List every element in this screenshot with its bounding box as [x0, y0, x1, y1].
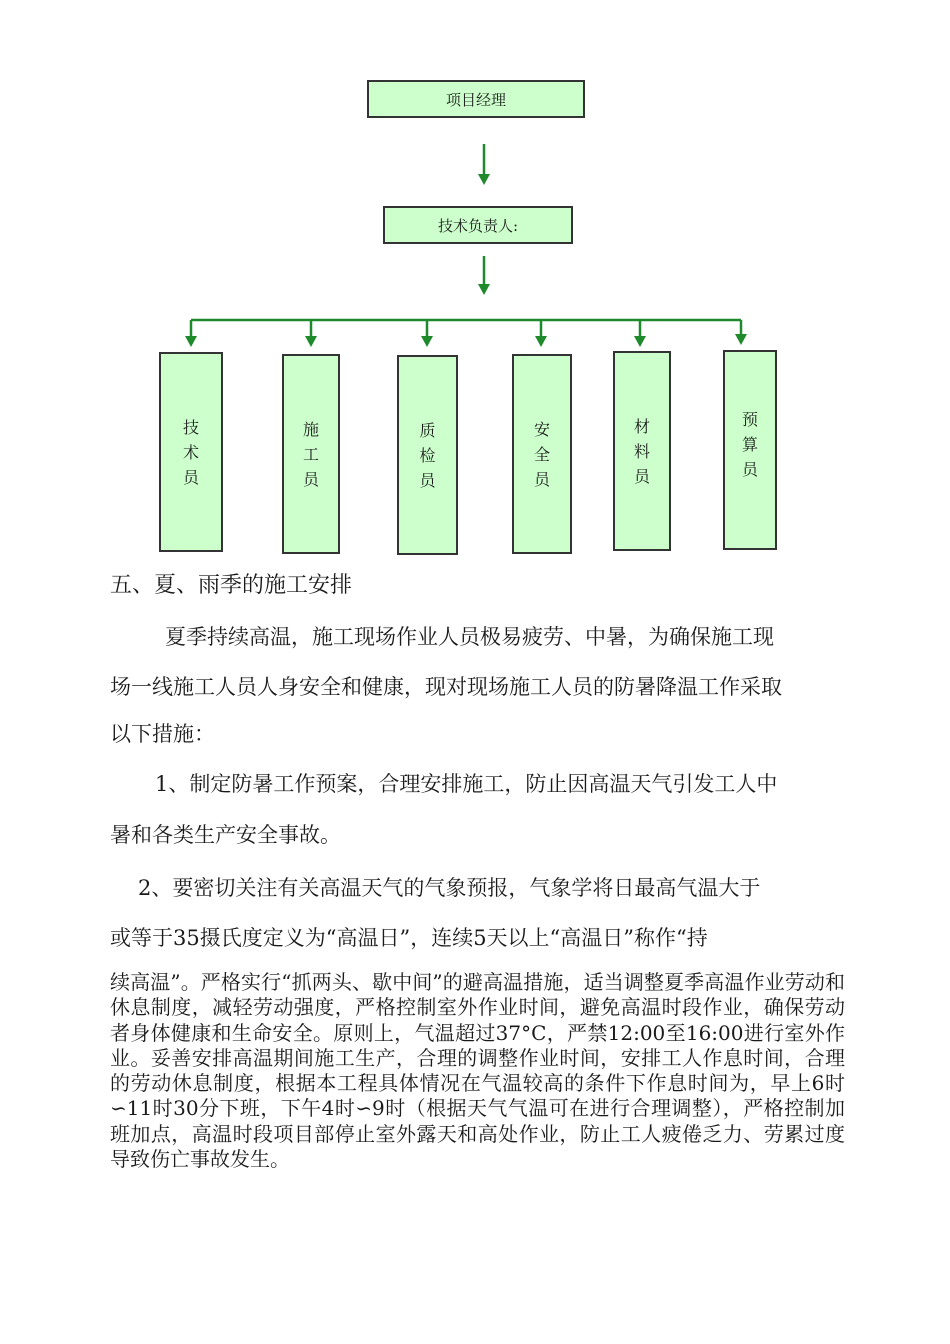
technical-lead-label: 技术负责人:: [437, 216, 519, 235]
item1-line-1: 1、制定防暑工作预案，合理安排施工，防止因高温天气引发工人中: [155, 772, 778, 796]
role-char: 材: [633, 416, 650, 436]
role-char: 员: [633, 466, 650, 486]
role-char: 算: [741, 435, 758, 454]
role-char: 预: [741, 410, 758, 429]
role-char: 施: [302, 419, 319, 439]
role-char: 术: [182, 442, 199, 462]
item2-body: 续高温”。严格实行“抓两头、歇中间”的避高温措施，适当调整夏季高温作业劳动和休息制度，减轻劳动强度，严格控制室外作业时间，避免高温时段作业，确保劳动者身体健康和生命安全。原则上，气温超过37°C，严禁12:00至16:00进行室外作业。妥善安排高温期间施工生产，合理的调整作业时间，安排工人作息时间，合理的劳动休息制度，根据本工程具体情况在气温较高的条件下作息时间为，早上6时∽11时30分下班，下午4时∽9时（根据天气气温可在进行合理调整），严格控制加班加点，高温时段项目部停止室外露天和高处作业，防止工人疲倦乏力、劳累过度导致伤亡事故发生。: [110, 970, 845, 1172]
role-char: 工: [302, 444, 319, 464]
item2-line-1: 2、要密切关注有关高温天气的气象预报，气象学将日最高气温大于: [138, 876, 761, 900]
section-heading: 五、夏、雨季的施工安排: [110, 573, 353, 598]
arrow-head: [478, 174, 490, 185]
role-char: 员: [302, 469, 319, 489]
chart-connectors: [0, 0, 950, 570]
role-char: 安: [533, 419, 550, 439]
item1-line-2: 暑和各类生产安全事故。: [110, 823, 341, 847]
role-char: 质: [419, 420, 436, 440]
role-char: 全: [533, 444, 550, 464]
intro-line-3: 以下措施：: [110, 722, 215, 746]
project-manager-label: 项目经理: [445, 90, 506, 109]
role-char: 员: [533, 469, 550, 489]
role-char: 检: [419, 445, 436, 465]
role-char: 料: [633, 441, 650, 461]
role-char: 员: [741, 460, 758, 479]
role-char: 技: [182, 417, 199, 437]
arrow-head: [478, 284, 490, 295]
intro-line-1: 夏季持续高温，施工现场作业人员极易疲劳、中暑，为确保施工现: [165, 625, 774, 649]
item2-line-2: 或等于35摄氏度定义为“高温日”，连续5天以上“高温日”称作“持: [110, 926, 708, 950]
intro-line-2: 场一线施工人员人身安全和健康，现对现场施工人员的防暑降温工作采取: [110, 675, 782, 699]
role-char: 员: [419, 470, 436, 490]
role-char: 员: [182, 467, 199, 487]
